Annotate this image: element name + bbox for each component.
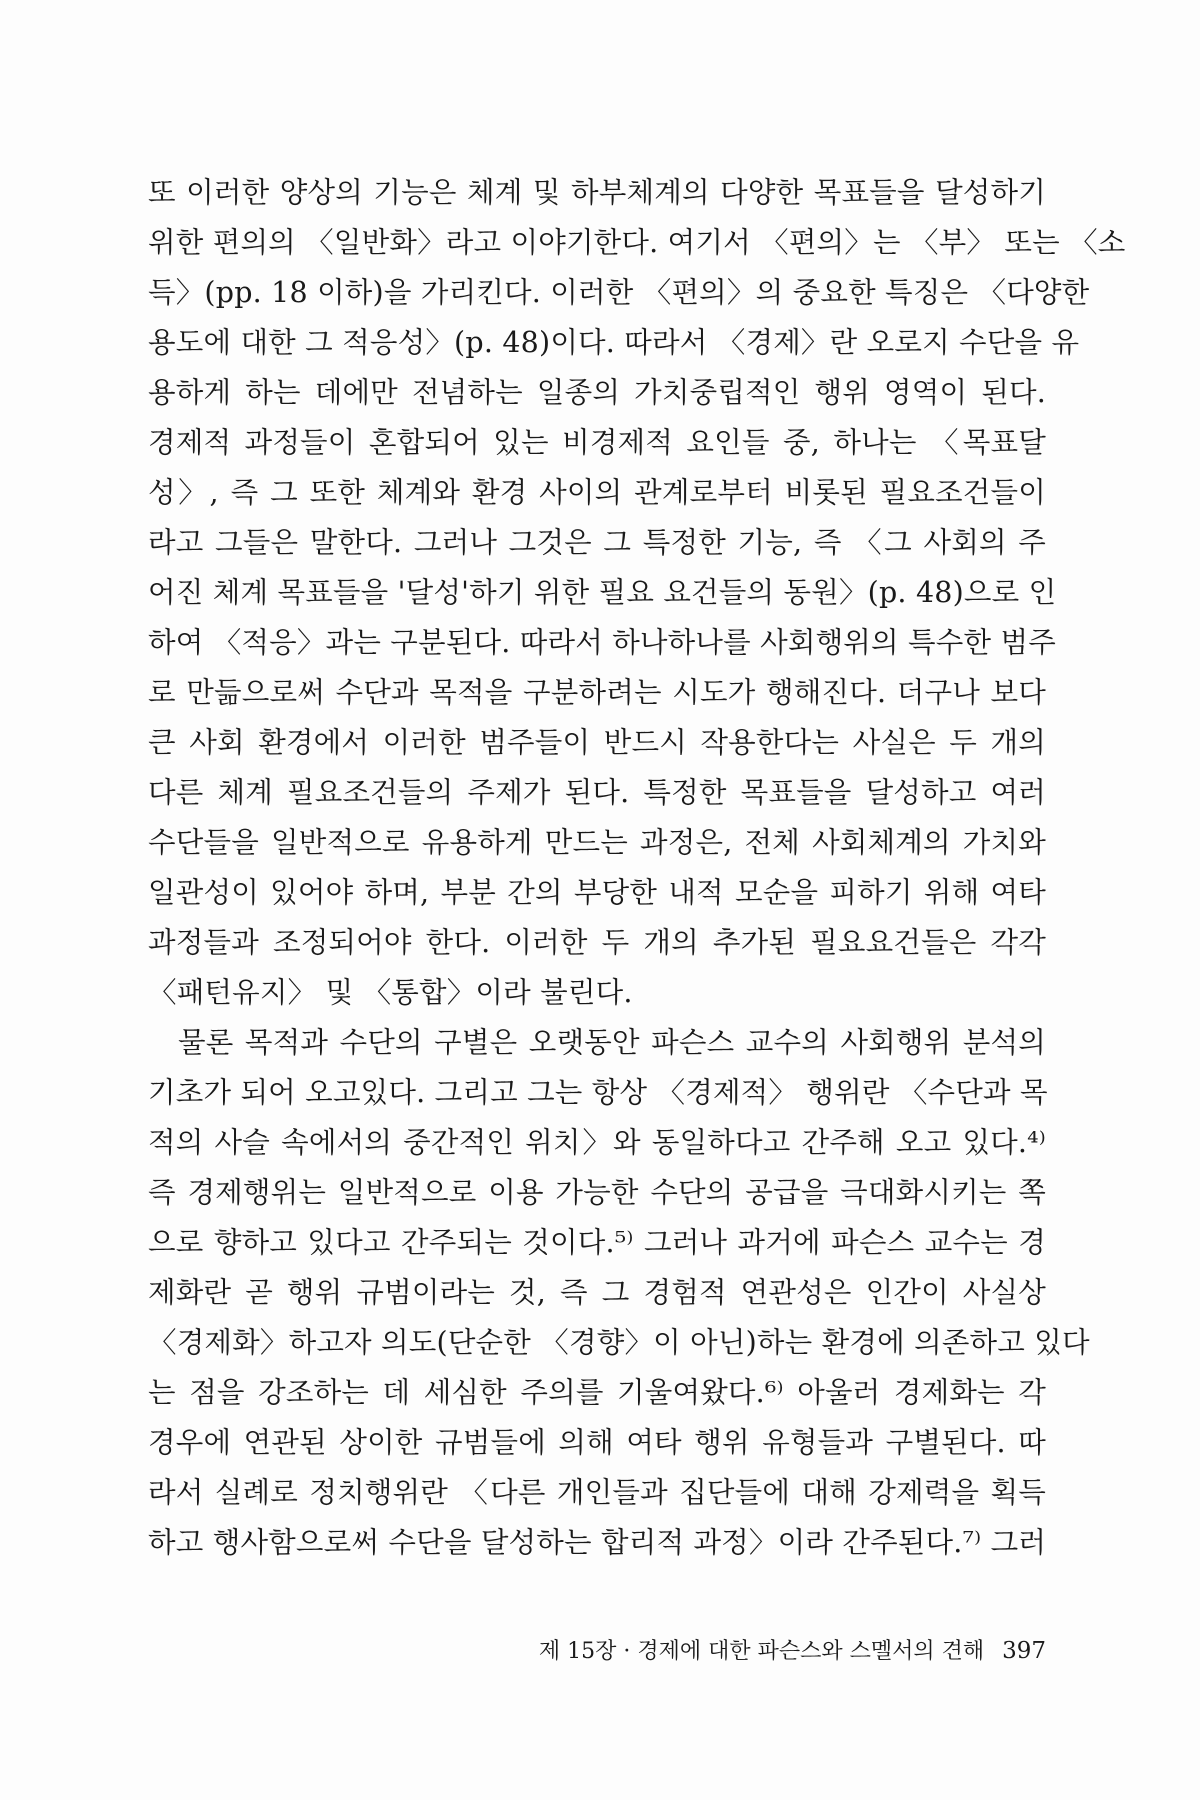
page-number: 397 [1002, 1638, 1046, 1664]
text-line: 성〉, 즉 그 또한 체계와 환경 사이의 관계로부터 비롯된 필요조건들이 [148, 476, 1046, 509]
text-line: 적의 사슬 속에서의 중간적인 위치〉와 동일하다고 간주해 오고 있다.⁴⁾ [148, 1126, 1046, 1159]
text-line: 라서 실례로 정치행위란 〈다른 개인들과 집단들에 대해 강제력을 획득 [148, 1476, 1046, 1509]
text-line: 다른 체계 필요조건들의 주제가 된다. 특정한 목표들을 달성하고 여러 [148, 776, 1046, 809]
text-line: 득〉(pp. 18 이하)을 가리킨다. 이러한 〈편의〉의 중요한 특징은 〈다양한 [148, 276, 1090, 309]
text-line: 또 이러한 양상의 기능은 체계 및 하부체계의 다양한 목표들을 달성하기 [148, 176, 1046, 209]
text-line: 위한 편의의 〈일반화〉라고 이야기한다. 여기서 〈편의〉는 〈부〉 또는 〈소 [148, 226, 1126, 259]
text-line: 물론 목적과 수단의 구별은 오랫동안 파슨스 교수의 사회행위 분석의 [178, 1026, 1046, 1059]
text-line: 수단들을 일반적으로 유용하게 만드는 과정은, 전체 사회체계의 가치와 [148, 826, 1046, 859]
running-head: 제 15장 · 경제에 대한 파슨스와 스멜서의 견해 [538, 1639, 985, 1664]
text-line: 는 점을 강조하는 데 세심한 주의를 기울여왔다.⁶⁾ 아울러 경제화는 각 [148, 1376, 1046, 1409]
text-line: 〈패턴유지〉 및 〈통합〉이라 불린다. [148, 976, 633, 1009]
text-line: 하고 행사함으로써 수단을 달성하는 합리적 과정〉이라 간주된다.⁷⁾ 그러 [148, 1526, 1047, 1559]
text-line: 기초가 되어 오고있다. 그리고 그는 항상 〈경제적〉 행위란 〈수단과 목 [148, 1076, 1048, 1109]
text-line: 용도에 대한 그 적응성〉(p. 48)이다. 따라서 〈경제〉란 오로지 수단을 유 [148, 326, 1080, 359]
text-line: 일관성이 있어야 하며, 부분 간의 부당한 내적 모순을 피하기 위해 여타 [148, 876, 1046, 909]
text-line: 어진 체계 목표들을 '달성'하기 위한 필요 요건들의 동원〉(p. 48)으로 인 [148, 576, 1057, 609]
text-line: 제화란 곧 행위 규범이라는 것, 즉 그 경험적 연관성은 인간이 사실상 [148, 1276, 1046, 1309]
text-line: 하여 〈적응〉과는 구분된다. 따라서 하나하나를 사회행위의 특수한 범주 [148, 626, 1056, 659]
text-line: 즉 경제행위는 일반적으로 이용 가능한 수단의 공급을 극대화시키는 쪽 [148, 1176, 1046, 1209]
text-line: 으로 향하고 있다고 간주되는 것이다.⁵⁾ 그러나 과거에 파슨스 교수는 경 [148, 1226, 1046, 1259]
text-line: 〈경제화〉하고자 의도(단순한 〈경향〉이 아닌)하는 환경에 의존하고 있다 [148, 1326, 1090, 1359]
text-line: 라고 그들은 말한다. 그러나 그것은 그 특정한 기능, 즉 〈그 사회의 주 [148, 526, 1046, 559]
page-footer [0, 1636, 1046, 1667]
paragraph [148, 168, 1126, 1018]
text-line: 용하게 하는 데에만 전념하는 일종의 가치중립적인 행위 영역이 된다. [148, 376, 1046, 409]
paragraph [148, 1018, 1090, 1568]
text-line: 경제적 과정들이 혼합되어 있는 비경제적 요인들 중, 하나는 〈목표달 [148, 426, 1046, 459]
text-line: 경우에 연관된 상이한 규범들에 의해 여타 행위 유형들과 구별된다. 따 [148, 1426, 1046, 1459]
text-line: 로 만듦으로써 수단과 목적을 구분하려는 시도가 행해진다. 더구나 보다 [148, 676, 1046, 709]
body-text [148, 168, 1126, 1568]
text-line: 과정들과 조정되어야 한다. 이러한 두 개의 추가된 필요요건들은 각각 [148, 926, 1046, 959]
text-line: 큰 사회 환경에서 이러한 범주들이 반드시 작용한다는 사실은 두 개의 [148, 726, 1046, 759]
